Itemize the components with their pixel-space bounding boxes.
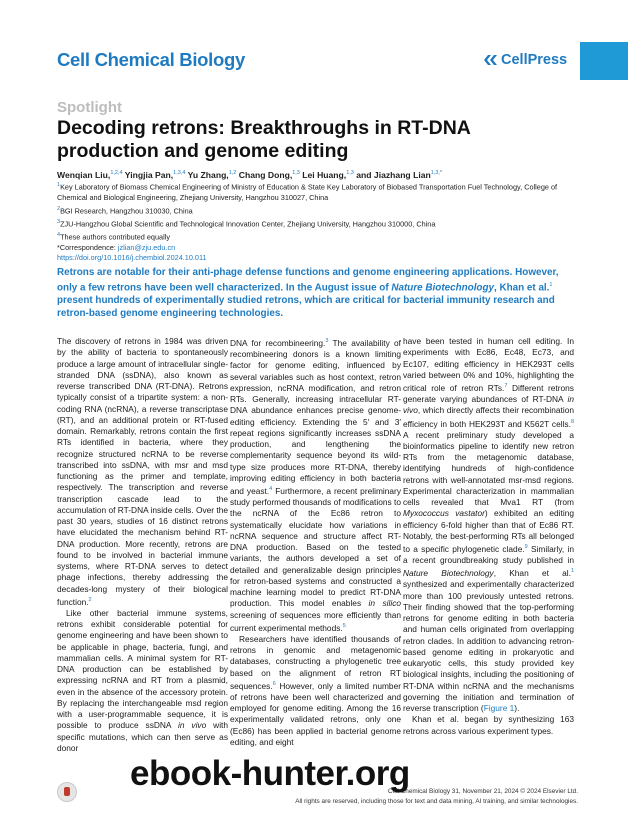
reference-link[interactable]: 2 [88,596,92,603]
correspondence: *Correspondence: jzlian@zju.edu.cn [57,242,176,252]
affiliation: $^4$These authors contributed equally [57,231,170,242]
affiliation: $^2$BGI Research, Hangzhou 310030, China [57,205,193,216]
section-tab [580,42,628,80]
reference-link[interactable]: 7 [504,383,508,389]
body-column-1: The discovery of retrons in 1984 was driven by the ability of bacteria to spontaneously produce a large amount of intracellular single-stranded DNA (ssDNA), also known as reverse transcribed DNA (RT-DNA). Retrons typically consist of a tripartite system: a non-coding RNA (ncRNA), a reverse transcriptase (RT), and an additional protein or RT-fused domain. Remarkably, retrons contain the first RTs identified in bacteria, where they recognize structured ncRNA to be reverse transcribed into ssDNA, with msr and msd functioning as the primer and template, respectively. The transcription and reverse transcription cascade lead to the accumulation of RT-DNA inside cells. Over the past 30 years, studies of 16 distinct retrons have elucidated the mechanism behind RT-DNA production. More recently, retrons are found to be involved in bacterial immune systems, where RT-DNA serves to detect phage infections, thereby addressing the decades-long mystery of their biological function.$^2$ Like other bacterial immune systems, retrons exhibit considerable potential for genome engineering and have been shown to be applicable in phage, bacteria, fungi, and mammalian cells. A minimal system for RT-DNA production can be established by expressing ncRNA and RT from a plasmid, even in the absence of the accessory protein. By replacing the interchangeable msd region with a user-programmable sequence, it is possible to produce ssDNA in vivo with specific mutations, which can then serve as donor [57,336,229,753]
watermark: ebook-hunter.org [130,754,410,793]
reference-link[interactable]: 5 [342,622,346,629]
publisher-name: CellPress [501,52,568,68]
body-column-2: DNA for recombineering.$^3$ The availability of recombineering donors is a known limiting factor for genome editing, influenced by several variables such as host context, retron expression, ncRNA modification, and retron RTs. Generally, increasing intracellular RT-DNA abundance enhances precise genome-editing efficiency. Extending the 5′ and 3′ repeat regions significantly increases ssDNA production, and lengthening the complementarity sequence beyond its wild-type size produces more RT-DNA, thereby improving editing efficiency in both bacteria and yeast.$^4$ Furthermore, a recent preliminary study performed thousands of modifications to the ncRNA of the Ec86 retron to systematically elucidate how variations in ncRNA sequence and structure affect RT-DNA production. Based on the tested variants, the authors developed a set of detailed and generalizable design principles for retron-based systems and constructed a machine learning model to predict RT-DNA production. This model enables in silico screening of sequences more efficiently than current experimental methods.$^5$ Researchers have identified thousands of retrons in genomic and metagenomic databases, constructing a phylogenetic tree based on the alignment of retron RT sequences.$^6$ However, only a limited number of retrons have been well characterized and employed for genome editing. Among the 16 experimentally validated retrons, only one (Ec86) has been applied in bacterial genome editing, and eight [230,337,402,747]
publisher-logo[interactable] [482,52,567,68]
author[interactable]: Chang Dong, [238,169,293,180]
doi-link[interactable]: https://doi.org/10.1016/j.chembiol.2024.10.011 [57,253,207,263]
reference-link[interactable]: 8 [570,418,574,425]
author[interactable]: Wenqian Liu, [57,169,111,180]
author[interactable]: and Jiazhang Lian [356,169,431,180]
journal-name[interactable]: Cell Chemical Biology [57,49,245,70]
cellpress-logo-icon [482,53,498,67]
article-type-label: Spotlight [57,99,122,116]
figure-link[interactable]: Figure 1 [483,703,515,714]
affiliation: $^1$Key Laboratory of Biomass Chemical Engineering of Ministry of Education & State Key Laboratory of Biobased Transportation Fuel Technology, College of Chemical and Biological Engineering, Zhejiang University, Hangzhou 310027, China [57,182,558,203]
affiliation: $^3$ZJU-Hangzhou Global Scientific and Technological Innovation Center, Zhejiang University, Hangzhou 310000, China [57,218,436,229]
reference-link[interactable]: 1 [549,282,553,288]
article-title: Decoding retrons: Breakthroughs in RT-DNA production and genome editing [57,117,471,162]
affiliations [57,180,577,264]
reference-link[interactable]: 4 [269,486,273,493]
body-column-3: have been tested in human cell editing. In experiments with Ec86, Ec48, Ec73, and Ec107, editing efficiency in HEK293T cells varied between 0% and 10%, highlighting the critical role of retron RTs.$^7$ Different retrons generate varying abundances of RT-DNA in vivo, which directly affects their recombination efficiency in both HEK293T and K562T cells.$^8$ A recent preliminary study developed a bioinformatics pipeline to identify new retron RTs from the metagenomic database, identifying hundreds of high-confidence retrons with well-annotated msr-msd regions. Experimental characterization in mammalian cells revealed that Mva1 RT (from Myxococcus vastator) exhibited an editing efficiency 6-fold higher than that of Ec86 RT. Notably, the best-performing RTs all belonged to a specific phylogenetic clade.$^9$ Similarly, in a recent groundbreaking study published in Nature Biotechnology, Khan et al.$^1$ synthesized and experimentally characterized more than 100 previously untested retrons. Their finding showed that the top-performing retrons for genome editing in both bacteria and human cells originated from overlapping retron clades. In addition to advancing retron-based genome editing in prokaryotic and eukaryotic cells, this study provided key biological insights, including the positioning of RT-DNA within ncRNA and the mechanisms governing the initiation and termination of reverse transcription (Figure 1). Khan et al. began by synthesizing 163 retrons across various experiment types. [403,336,574,736]
correspondence-email-link[interactable]: jzlian@zju.edu.cn [117,242,176,252]
author-list: Wenqian Liu,$^{1,2,4}$ Yingjia Pan,$^{1,3,4}$ Yu Zhang,$^{1,2}$ Chang Dong,$^{1,3}$ Lei Huang,$^{1,3}$ and Jiazhang Lian$^{1,3,*}$ [57,169,443,180]
author[interactable]: Yingjia Pan, [124,169,174,180]
header-bar [0,0,628,90]
footer-citation: Cell Chemical Biology 31, November 21, 2024 © 2024 Elsevier Ltd. [387,788,578,795]
footer-rights: All rights are reserved, including those for text and data mining, AI training, and similar technologies. [295,798,578,805]
reference-link[interactable]: 6 [272,680,276,687]
abstract: Retrons are notable for their anti-phage defense functions and genome engineering applications. However, only a few retrons have been well characterized. In the August issue of Nature Biotechnology, Khan et al.$^1$ present hundreds of experimentally studied retrons, which are critical for bacterial immunity research and retron-based genome engineering technologies. [57,267,559,320]
crossmark-icon[interactable] [57,782,77,802]
author[interactable]: Lei Huang, [302,169,347,180]
reference-link[interactable]: 3 [325,338,329,344]
reference-link[interactable]: 9 [524,544,528,551]
author[interactable]: Yu Zhang, [187,169,229,180]
reference-link[interactable]: 1 [570,568,574,575]
